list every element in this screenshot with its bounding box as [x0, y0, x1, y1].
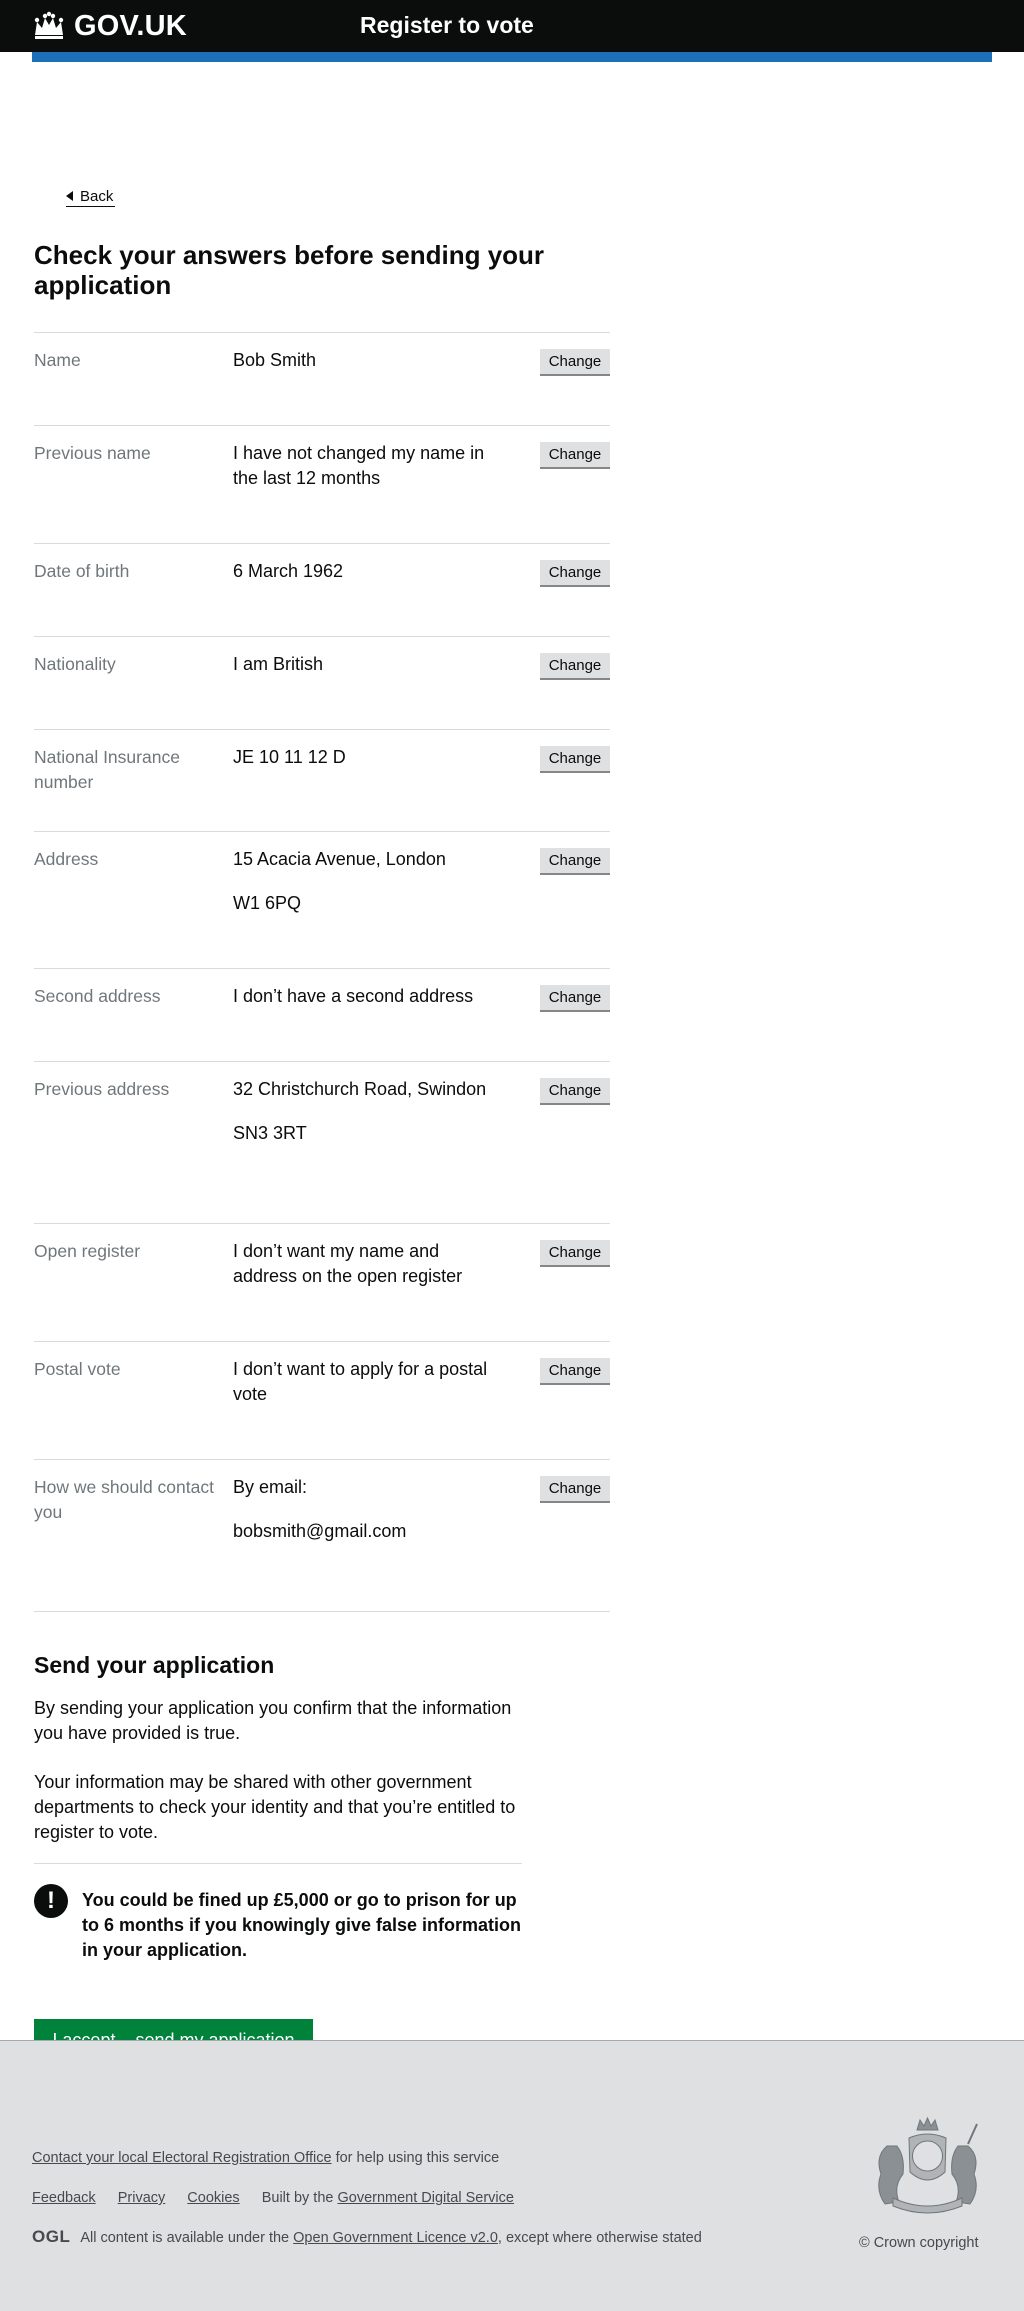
site-header	[0, 0, 1024, 52]
logo-text: GOV.UK	[74, 9, 187, 42]
data-sharing-paragraph: Your information may be shared with other government departments to check your identity and that you’re entitled to register to vote.	[34, 1772, 516, 1842]
summary-key: Open register	[34, 1241, 141, 1261]
ogl-licence-link[interactable]: Open Government Licence v2.0	[293, 2230, 498, 2246]
summary-row	[34, 1459, 610, 1612]
ogl-logo: OGL	[32, 2227, 71, 2246]
summary-value-line: I have not changed my name in the last 12 months	[233, 443, 485, 488]
summary-value-line: I am British	[233, 654, 324, 674]
confirm-paragraph: By sending your application you confirm that the information you have provided is true.	[34, 1698, 512, 1743]
crown-icon	[32, 11, 66, 41]
change-button[interactable]: Change	[540, 653, 610, 680]
summary-key: Address	[34, 849, 99, 869]
summary-value	[233, 1475, 503, 1544]
back-label: Back	[80, 188, 114, 205]
summary-row	[34, 332, 610, 425]
royal-coat-of-arms-icon	[865, 2116, 990, 2220]
built-by-text: Built by the	[261, 2190, 338, 2206]
summary-row	[34, 425, 610, 543]
change-button[interactable]: Change	[540, 985, 610, 1012]
summary-row	[34, 636, 610, 729]
warning-divider	[34, 1863, 522, 1864]
send-section-title: Send your application	[34, 1652, 275, 1678]
summary-row	[34, 1341, 610, 1459]
summary-value-line: 32 Christchurch Road, Swindon	[233, 1079, 487, 1099]
change-button[interactable]: Change	[540, 1476, 610, 1503]
back-link[interactable]	[66, 188, 115, 207]
change-button[interactable]: Change	[540, 1240, 610, 1267]
summary-value	[233, 441, 503, 491]
summary-value	[233, 1077, 503, 1146]
footer-contact-line	[32, 2150, 499, 2166]
summary-value	[233, 559, 503, 584]
change-button[interactable]: Change	[540, 349, 610, 376]
change-button[interactable]: Change	[540, 848, 610, 875]
summary-key: Previous name	[34, 443, 151, 463]
summary-key: How we should contact you	[34, 1477, 214, 1522]
summary-key: Second address	[34, 986, 161, 1006]
summary-value	[233, 1357, 503, 1407]
change-button[interactable]: Change	[540, 1358, 610, 1385]
summary-row	[34, 1223, 610, 1341]
summary-value-line: SN3 3RT	[233, 1123, 307, 1143]
summary-value-line: bobsmith@gmail.com	[233, 1521, 407, 1541]
govuk-logo-link[interactable]	[32, 0, 187, 52]
summary-key: Previous address	[34, 1079, 170, 1099]
licence-pre-text: All content is available under the	[80, 2230, 294, 2246]
answers-summary-list	[34, 332, 610, 1612]
summary-key: Date of birth	[34, 561, 130, 581]
service-name[interactable]: Register to vote	[360, 12, 534, 38]
warning-text: You could be fined up £5,000 or go to prison for up to 6 months if you knowingly give false information in your application.	[82, 1890, 522, 1960]
summary-key: Postal vote	[34, 1359, 121, 1379]
footer-link-privacy[interactable]: Privacy	[117, 2190, 166, 2206]
footer-links	[32, 2190, 514, 2206]
summary-key: Nationality	[34, 654, 116, 674]
summary-value-line: By email:	[233, 1477, 308, 1497]
crown-copyright[interactable]: © Crown copyright	[859, 2235, 979, 2251]
summary-row	[34, 1061, 610, 1223]
licence-post-text: , except where otherwise stated	[497, 2230, 702, 2246]
summary-value-line: I don’t want to apply for a postal vote	[233, 1359, 488, 1404]
summary-value	[233, 348, 503, 373]
summary-row	[34, 831, 610, 968]
site-footer	[0, 2040, 1024, 2311]
summary-value-line: W1 6PQ	[233, 893, 302, 913]
summary-value-line: 15 Acacia Avenue, London	[233, 849, 446, 869]
brand-bar	[32, 52, 992, 62]
summary-row	[34, 543, 610, 636]
summary-value	[233, 745, 503, 770]
change-button[interactable]: Change	[540, 442, 610, 469]
summary-value	[233, 847, 503, 916]
footer-link-cookies[interactable]: Cookies	[187, 2190, 240, 2206]
contact-ero-link[interactable]: Contact your local Electoral Registration Office	[32, 2150, 332, 2166]
summary-value-line: JE 10 11 12 D	[233, 747, 346, 767]
summary-value-line: I don’t want my name and address on the open register	[233, 1241, 463, 1286]
warning-icon: !	[34, 1884, 68, 1918]
summary-value	[233, 1239, 503, 1289]
summary-value-line: 6 March 1962	[233, 561, 344, 581]
summary-key: Name	[34, 350, 81, 370]
summary-row	[34, 968, 610, 1061]
summary-row	[34, 729, 610, 831]
summary-divider	[34, 1611, 610, 1612]
summary-key: National Insurance number	[34, 747, 180, 792]
footer-link-feedback[interactable]: Feedback	[32, 2190, 96, 2206]
summary-value	[233, 652, 503, 677]
footer-licence-line	[32, 2227, 702, 2247]
back-arrow-icon	[66, 191, 73, 201]
summary-value	[233, 984, 503, 1009]
change-button[interactable]: Change	[540, 746, 610, 773]
change-button[interactable]: Change	[540, 560, 610, 587]
page-title: Check your answers before sending your application	[34, 240, 545, 300]
summary-value-line: I don’t have a second address	[233, 986, 474, 1006]
change-button[interactable]: Change	[540, 1078, 610, 1105]
contact-rest-text: for help using this service	[331, 2150, 500, 2166]
gds-link[interactable]: Government Digital Service	[337, 2190, 514, 2206]
summary-value-line: Bob Smith	[233, 350, 317, 370]
